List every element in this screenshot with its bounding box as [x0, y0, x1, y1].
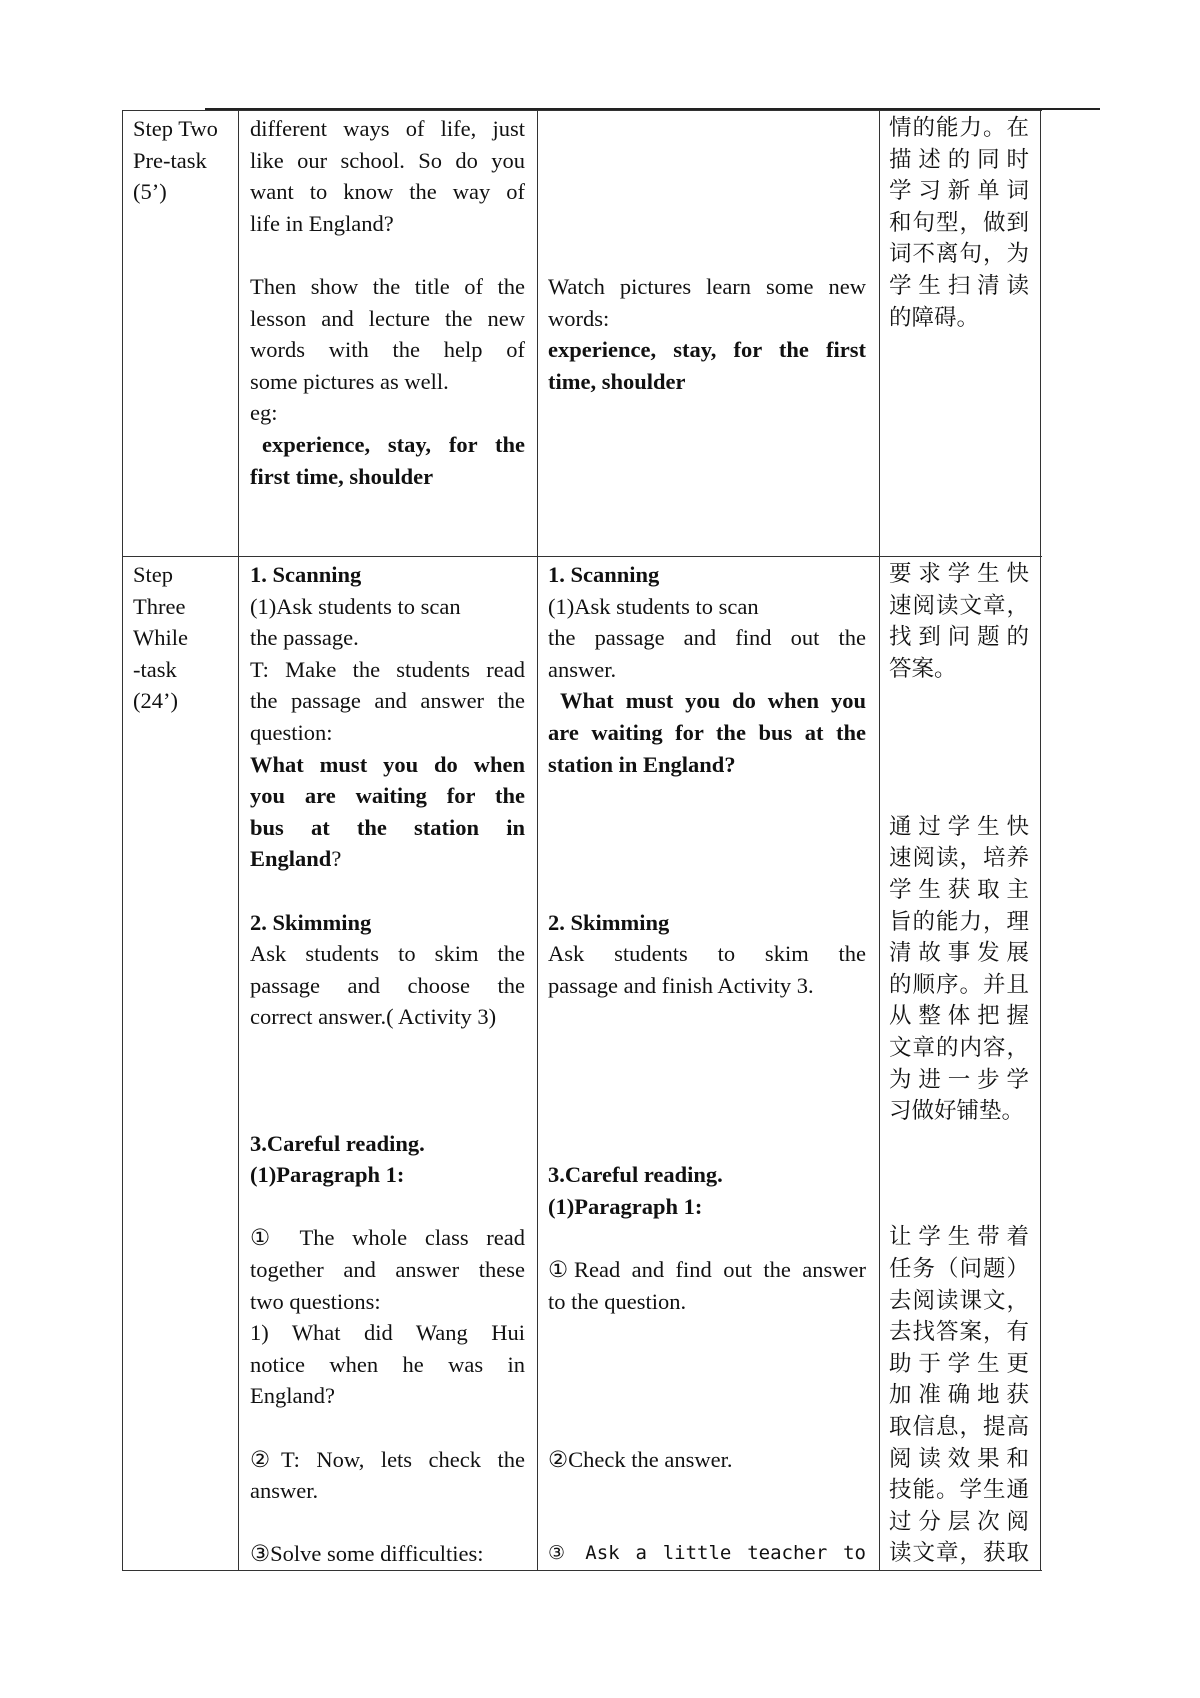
student-text: the passage and find out the	[548, 625, 866, 651]
purpose-text: 去找答案，有	[889, 1319, 1029, 1346]
purpose-text: 描述的同时	[889, 146, 1029, 173]
teacher-text: some pictures as well.	[250, 368, 449, 394]
teacher-text: Then show the title of the	[250, 273, 525, 299]
step-label: Pre-task	[133, 147, 207, 173]
student-text: ③ Ask a little teacher to	[548, 1542, 866, 1565]
teacher-text: notice when he was in	[250, 1351, 525, 1377]
student-text-bold: experience, stay, for the first	[548, 337, 866, 363]
purpose-text: 为进一步学	[889, 1066, 1029, 1093]
teacher-text: eg:	[250, 400, 278, 426]
teacher-text: different ways of life, just	[250, 116, 525, 141]
purpose-text: 取信息，提高	[889, 1414, 1029, 1441]
question-text: England	[250, 846, 332, 872]
purpose-text: 找到问题的	[889, 624, 1029, 651]
student-text: words:	[548, 305, 610, 331]
purpose-text: 的障碍。	[889, 304, 980, 331]
step-label: (24’)	[133, 688, 178, 714]
section-heading: 3.Careful reading.	[548, 1162, 723, 1188]
teacher-text: the passage and answer the	[250, 688, 525, 714]
purpose-text: 让学生带着	[889, 1224, 1029, 1251]
purpose-text: 速阅读，培养	[889, 845, 1029, 872]
question-text-end	[250, 843, 525, 875]
purpose-text: 技能。学生通	[889, 1477, 1029, 1504]
step-three-cell	[133, 559, 233, 717]
purpose-text: 文章的内容，	[889, 1034, 1029, 1061]
purpose-text: 和句型，做到	[889, 209, 1029, 236]
question-text: are waiting for the bus at the	[548, 719, 866, 745]
teacher-text: England?	[250, 1383, 335, 1409]
row-divider	[122, 556, 1042, 557]
student-text: Watch pictures learn some new	[548, 274, 866, 299]
student-text: Ask students to skim the	[548, 941, 866, 967]
purpose-text: 的顺序。并且	[889, 971, 1029, 998]
teacher-text: ① The whole class read	[250, 1225, 525, 1251]
teacher-text: the passage.	[250, 625, 359, 651]
purpose-text: 旨的能力，理	[889, 908, 1029, 935]
question-text: bus at the station in	[250, 814, 525, 840]
purpose-text: 学生获取主	[889, 876, 1029, 903]
teacher-text: answer.	[250, 1478, 319, 1504]
purpose-text: 去阅读课文，	[889, 1287, 1029, 1314]
section-heading: 3.Careful reading.	[250, 1130, 425, 1156]
step-label: While	[133, 625, 188, 651]
purpose-text: 从整体把握	[889, 1003, 1029, 1030]
purpose-text: 答案。	[889, 655, 957, 682]
teacher-text: (1)Ask students to scan	[250, 593, 461, 619]
question-text: station in England?	[548, 751, 736, 777]
teacher-text: two questions:	[250, 1288, 381, 1314]
step-two-cell	[133, 113, 233, 208]
teacher-text: question:	[250, 719, 333, 745]
teacher-text: T: Make the students read	[250, 656, 525, 682]
step-label: Step Two	[133, 116, 218, 141]
student-text: passage and finish Activity 3.	[548, 972, 814, 998]
step-two-student-cell	[548, 271, 866, 397]
table-top-border	[122, 110, 1042, 111]
teacher-text: ②T: Now, lets check the	[250, 1446, 525, 1472]
purpose-text: 习做好铺垫。	[889, 1098, 1025, 1125]
purpose-text: 助于学生更	[889, 1350, 1029, 1377]
purpose-text: 清故事发展	[889, 940, 1029, 967]
teacher-text-bold: first time, shoulder	[250, 463, 434, 489]
purpose-text: 阅读效果和	[889, 1445, 1029, 1472]
question-text: you are waiting for the	[250, 783, 525, 809]
section-heading: 2. Skimming	[250, 909, 372, 935]
teacher-text: life in England?	[250, 210, 394, 236]
purpose-text: 学生扫清读	[889, 272, 1029, 299]
teacher-text-bold: experience, stay, for the	[262, 431, 525, 457]
section-heading: (1)Paragraph 1:	[250, 1162, 405, 1188]
table-bottom-border	[122, 1570, 1042, 1571]
section-heading: (1)Paragraph 1:	[548, 1193, 703, 1219]
section-heading: 1. Scanning	[548, 562, 660, 587]
student-text: (1)Ask students to scan	[548, 593, 759, 619]
teacher-text: words with the help of	[250, 337, 525, 363]
student-text: answer.	[548, 656, 617, 682]
teacher-text: lesson and lecture the new	[250, 305, 525, 331]
teacher-text: together and answer these	[250, 1257, 525, 1283]
step-label: Step	[133, 562, 174, 587]
step-two-purpose-cell	[889, 113, 1029, 334]
step-label: -task	[133, 656, 177, 682]
step-two-teacher-cell	[250, 113, 525, 492]
purpose-text: 学习新单词	[889, 178, 1029, 205]
teacher-text: like our school. So do you	[250, 147, 525, 173]
purpose-text: 词不离句，为	[889, 241, 1029, 268]
section-heading: 2. Skimming	[548, 909, 670, 935]
student-text: to the question.	[548, 1288, 687, 1314]
teacher-text: want to know the way of	[250, 179, 525, 205]
col-divider-0	[122, 110, 123, 1570]
step-three-student-cell	[548, 559, 866, 1570]
purpose-text: 要求学生快	[889, 561, 1029, 587]
col-divider-3	[879, 110, 880, 1570]
step-three-teacher-cell	[250, 559, 525, 1570]
step-three-purpose-cell	[889, 559, 1029, 1570]
col-divider-4	[1040, 110, 1041, 1570]
teacher-text: passage and choose the	[250, 972, 525, 998]
teacher-text: 1) What did Wang Hui	[250, 1320, 525, 1346]
purpose-text: 速阅读文章，	[889, 592, 1029, 619]
teacher-text: correct answer.( Activity 3)	[250, 1004, 497, 1030]
section-heading: 1. Scanning	[250, 562, 362, 587]
student-text: ①Read and find out the answer	[548, 1257, 866, 1283]
col-divider-2	[537, 110, 538, 1570]
purpose-text: 任务（问题）	[889, 1256, 1029, 1283]
purpose-text: 通过学生快	[889, 813, 1029, 840]
purpose-text: 读文章，获取	[889, 1540, 1029, 1567]
purpose-text: 情的能力。在	[889, 115, 1029, 141]
question-text: What must you do when you	[560, 688, 866, 714]
question-mark: ?	[331, 846, 342, 872]
step-label: Three	[133, 593, 186, 619]
teacher-text: ③Solve some difficulties:	[250, 1541, 484, 1567]
student-text: ②Check the answer.	[548, 1446, 733, 1472]
step-label: (5’)	[133, 179, 167, 205]
question-text: What must you do when	[250, 751, 525, 777]
teacher-text: Ask students to skim the	[250, 941, 525, 967]
purpose-text: 加准确地获	[889, 1382, 1029, 1409]
col-divider-1	[238, 110, 239, 1570]
purpose-text: 过分层次阅	[889, 1508, 1029, 1535]
student-text-bold: time, shoulder	[548, 368, 686, 394]
